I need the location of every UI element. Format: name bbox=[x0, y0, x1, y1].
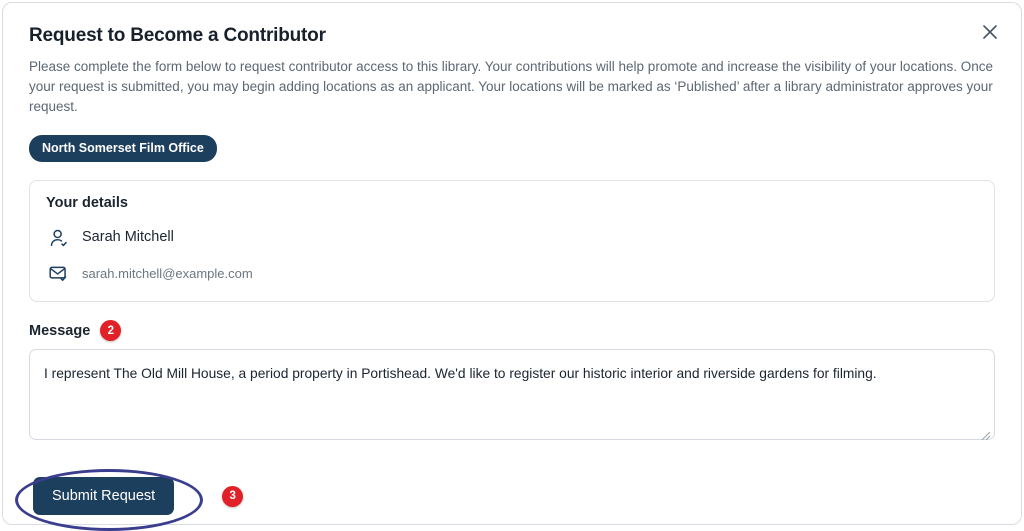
close-icon[interactable] bbox=[977, 19, 1003, 45]
modal-description: Please complete the form below to request contributor access to this library. Your contributions will help promote and increase the visibility of your locations. Once your request is submitted, you may begin adding locations as an applicant. Your locations will be marked as ‘Published’ after a library administrator approves your request. bbox=[29, 59, 993, 114]
contributor-request-modal bbox=[2, 2, 1022, 525]
message-input[interactable] bbox=[29, 349, 995, 440]
person-icon bbox=[46, 225, 70, 249]
step-badge-3: 3 bbox=[222, 486, 243, 507]
your-details-heading: Your details bbox=[46, 195, 128, 211]
submit-request-button[interactable]: Submit Request bbox=[33, 477, 174, 515]
close-glyph bbox=[982, 24, 998, 40]
user-email: sarah.mitchell@example.com bbox=[82, 265, 253, 281]
modal-footer bbox=[29, 463, 995, 529]
message-field-wrap bbox=[29, 349, 995, 445]
message-label: Message bbox=[29, 322, 91, 339]
envelope-icon bbox=[46, 261, 70, 285]
detail-row-name bbox=[46, 225, 978, 249]
step-badge-2: 2 bbox=[100, 320, 121, 341]
your-details-card bbox=[29, 180, 995, 302]
user-name: Sarah Mitchell bbox=[82, 229, 174, 245]
library-chip: North Somerset Film Office bbox=[29, 135, 217, 162]
detail-row-email bbox=[46, 261, 978, 285]
message-label-row bbox=[29, 320, 995, 341]
submit-button-wrap bbox=[15, 463, 204, 529]
page-title: Request to Become a Contributor bbox=[29, 25, 326, 46]
